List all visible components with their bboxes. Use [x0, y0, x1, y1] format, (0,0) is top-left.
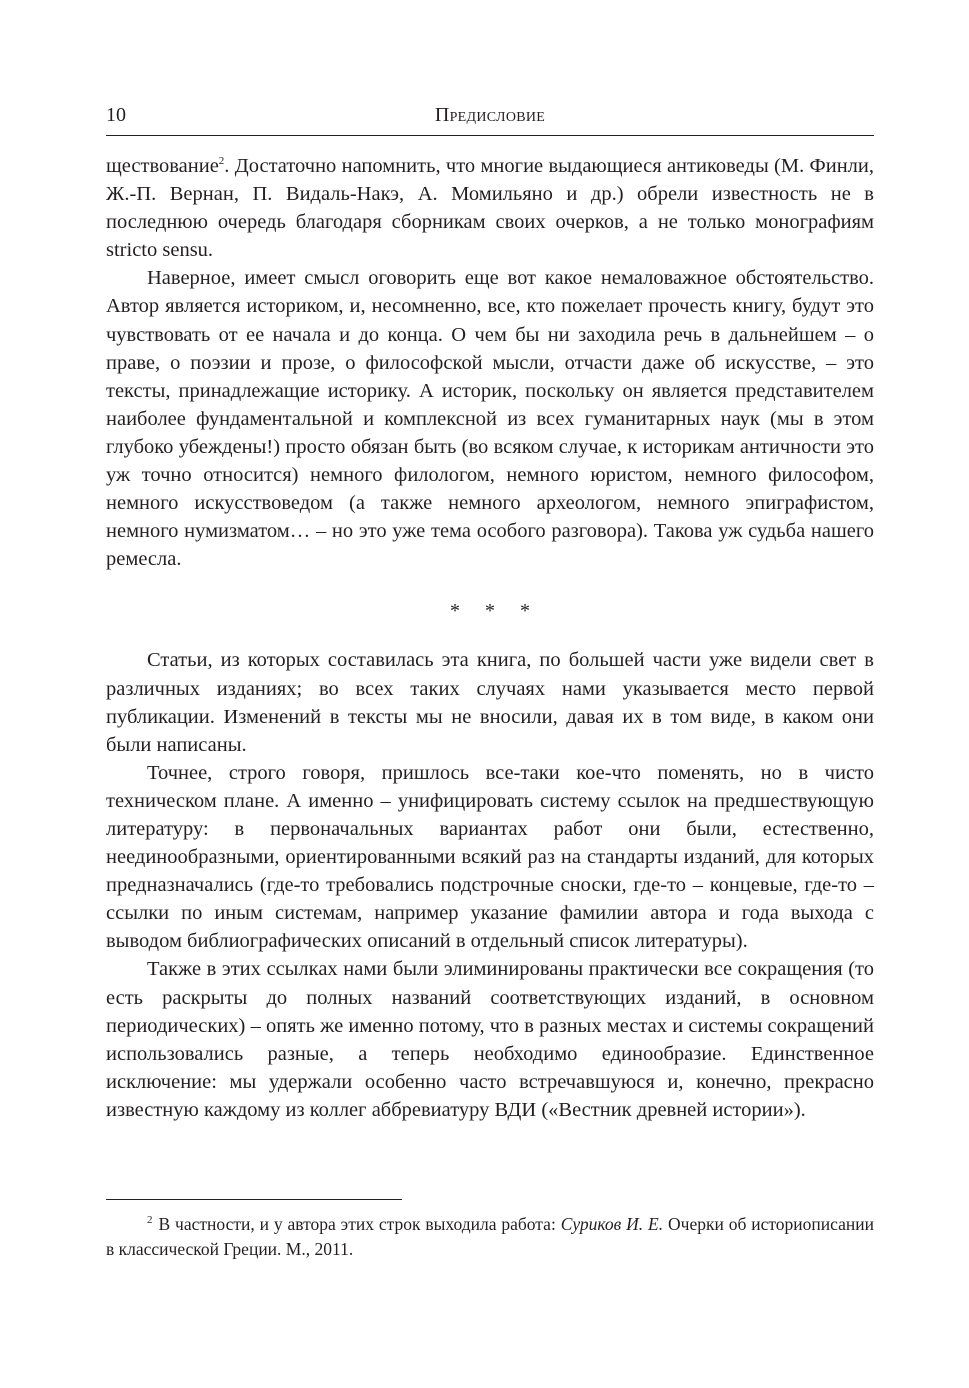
- paragraph-5: Также в этих ссылках нами были элиминированы практически все сокращения (то есть раскрыты до полных названий соответствующих изданий, в основном периодических) – опять же именно потому, что в разных местах и системы сокращений использовались разные, а теперь необходимо единообразие. Единственное исключение: мы удержали особенно часто встречавшуюся и, конечно, прекрасно известную каждому из коллег аббревиатуру ВДИ («Вестник древней истории»).: [106, 958, 874, 1121]
- footnote-number: 2: [147, 1214, 153, 1227]
- main-text: [106, 152, 874, 1124]
- footnote: [106, 1212, 874, 1262]
- page-number: 10: [106, 104, 126, 126]
- footnote-text-end: Очерки об историописании в классической Греции. М., 2011.: [106, 1214, 875, 1259]
- running-title: Предисловие: [434, 104, 546, 126]
- footnote-rule: [106, 1199, 402, 1200]
- running-head: [106, 104, 874, 130]
- paragraph-1: [106, 152, 874, 264]
- footnote-text-start: В частности, и у автора этих строк выходила работа:: [158, 1214, 561, 1234]
- paragraph-4: Точнее, строго говоря, пришлось все-таки кое-что поменять, но в чисто техническом плане. А именно – унифицировать систему ссылок на предшествующую литературу: в первоначальных вариантах работ они были, естественно, неединообразными, ориентированными всякий раз на стандарты изданий, для которых предназначались (где-то требовались подстрочные сноски, где-то – концевые, где-то – ссылки по иным системам, например указание фамилии автора и года выхода с выводом библиографических описаний в отдельный список литературы).: [106, 761, 874, 953]
- book-page: [106, 0, 874, 1388]
- paragraph-1-rest: . Достаточно напомнить, что многие выдающиеся антиковеды (М. Финли, Ж.-П. Вернан, П. Видаль-Накэ, А. Момильяно и др.) обрели известность не в последнюю очередь благодаря сборникам своих очерков, а не только монографиям stricto sensu.: [106, 155, 874, 262]
- footnote-reference: 2: [218, 155, 225, 168]
- header-rule: [106, 135, 874, 136]
- section-break-asterism: * * *: [450, 600, 540, 623]
- paragraph-3: Статьи, из которых составилась эта книга, по большей части уже видели свет в различных изданиях; во всех таких случаях нами указывается место первой публикации. Изменений в тексты мы не вносили, давая их в том виде, в каком они были написаны.: [106, 649, 874, 756]
- paragraph-1-start: ществование: [106, 155, 219, 177]
- paragraph-2: Наверное, имеет смысл оговорить еще вот какое немаловажное обстоятельство. Автор является историком, и, несомненно, все, кто пожелает прочесть книгу, будут это чувствовать от ее начала и до конца. О чем бы ни заходила речь в дальнейшем – о праве, о поэзии и прозе, о философской мысли, отчасти даже об искусстве, – это тексты, принадлежащие историку. А историк, поскольку он является представителем наиболее фундаментальной и комплексной из всех гуманитарных наук (мы в этом глубоко убеждены!) просто обязан быть (во всяком случае, к историкам античности это уж точно относится) немного филологом, немного юристом, немного философом, немного искусствоведом (а также немного археологом, немного эпиграфистом, немного нумизматом… – но это уже тема особого разговора). Такова уж судьба нашего ремесла.: [106, 267, 874, 571]
- footnote-author: Суриков И. Е.: [560, 1214, 664, 1234]
